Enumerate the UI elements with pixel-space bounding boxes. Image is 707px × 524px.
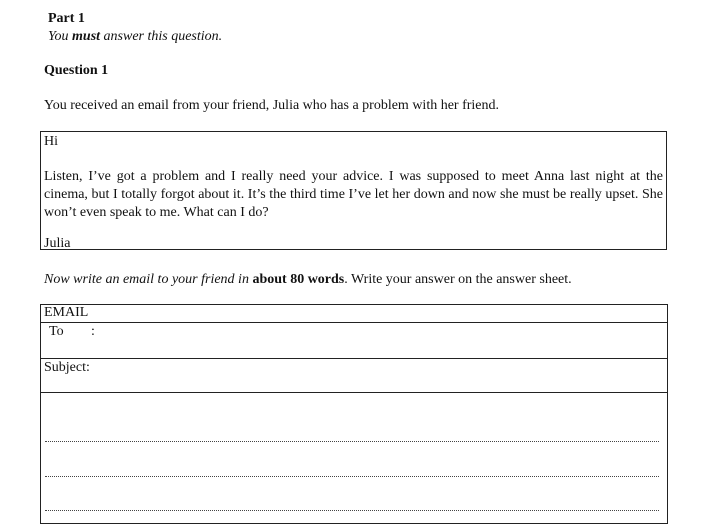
email-header-label: EMAIL <box>44 305 89 320</box>
subject-label: Subject: <box>44 360 90 375</box>
email-header-row <box>41 305 667 323</box>
answer-line[interactable] <box>45 441 659 442</box>
letter-signature: Julia <box>44 236 71 251</box>
answer-line[interactable] <box>45 510 659 511</box>
answer-line[interactable] <box>45 476 659 477</box>
instruction-suffix: answer this question. <box>100 29 223 44</box>
instruction-emphasis: must <box>72 29 101 44</box>
email-subject-field[interactable] <box>41 358 667 393</box>
email-to-field[interactable] <box>41 322 667 359</box>
part-title: Part 1 <box>48 11 85 26</box>
email-answer-form <box>40 304 668 524</box>
letter-body: Listen, I’ve got a problem and I really need your advice. I was supposed to meet Anna last night at the cinema, but I totally forgot about it. It’s the third time I’ve let her down and now she must be really upset. She won’t even speak to me. What can I do? <box>44 169 663 220</box>
task-italic: Now write an email to your friend in <box>44 272 253 287</box>
letter-greeting: Hi <box>44 134 58 149</box>
task-word-count: about 80 words <box>252 272 345 287</box>
question-title: Question 1 <box>44 63 109 78</box>
friend-email-box <box>40 131 667 250</box>
task-instruction <box>44 272 572 288</box>
part-instruction <box>48 29 222 45</box>
to-colon: : <box>91 324 95 339</box>
question-intro: You received an email from your friend, Julia who has a problem with her friend. <box>44 98 500 113</box>
to-label: To <box>49 324 64 339</box>
instruction-prefix: You <box>48 29 73 44</box>
task-plain: . Write your answer on the answer sheet. <box>344 272 572 287</box>
